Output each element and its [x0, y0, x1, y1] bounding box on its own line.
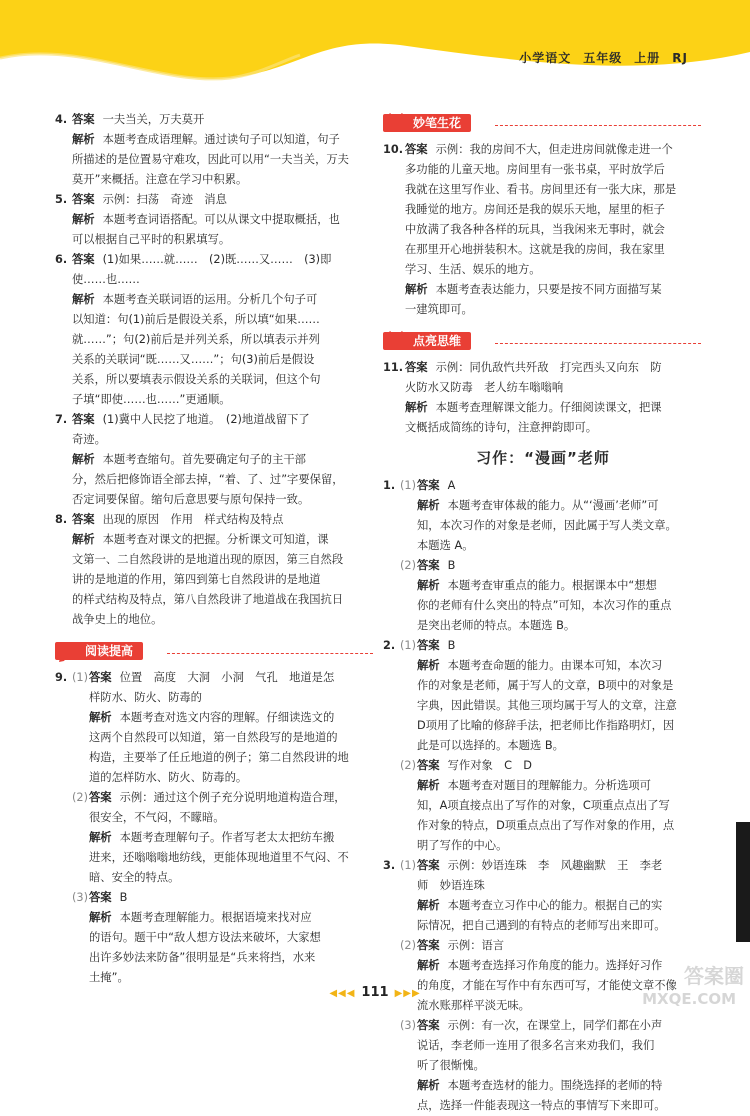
analysis-line: 关系的关联词“既……又……”；句(3)前后是假设 — [72, 353, 315, 366]
answer-tag: 答案 — [417, 479, 440, 492]
analysis-line: 本题考查理解课文能力。仔细阅读课文，把课 — [435, 401, 662, 414]
analysis-line: 的样式结构及特点，第八自然段讲了地道战在我国抗日 — [72, 593, 344, 606]
edge-tab — [736, 822, 750, 942]
book-info — [507, 49, 688, 66]
analysis-line: 是突出老师的特点。本题选 B。 — [417, 619, 576, 632]
analysis-line: 关系，所以要填表示假设关系的关联词，但这个句 — [72, 373, 321, 386]
sub-number: (2) — [400, 559, 417, 572]
analysis-line: 本题考查理解能力。根据语境来找对应 — [119, 911, 312, 924]
answer-text: 示例：有一次，在课堂上，同学们都在小声 — [447, 1019, 663, 1032]
answer-tag: 答案 — [89, 791, 112, 804]
question-number: 10. — [383, 143, 404, 156]
analysis-line: 本题考查审体裁的能力。从“‘漫画’老师”可 — [447, 499, 659, 512]
page-footer — [0, 985, 750, 1000]
analysis-line: 本题考查关联词语的运用。分析几个句子可 — [102, 293, 318, 306]
volume-label: 上册 — [634, 51, 661, 65]
analysis-tag: 解析 — [89, 831, 112, 844]
question-number: 9. — [55, 671, 68, 684]
analysis-line: 本题考查对课文的把握。分析课文可知道，课 — [102, 533, 329, 546]
answer-text: 示例：妙语连珠 李 风趣幽默 王 李老 — [447, 859, 663, 872]
header-band — [0, 0, 750, 95]
answer-tag: 答案 — [72, 193, 95, 206]
answer-text-cont: 我睡觉的地方。房间还是我的娱乐天地，屋里的柜子 — [405, 203, 665, 216]
analysis-line: 出许多妙法来防备”很明显是“兵来将挡，水来 — [89, 951, 316, 964]
answer-text-cont: 很安全，不气闷，不矇暗。 — [89, 811, 225, 824]
analysis-tag: 解析 — [72, 533, 95, 546]
sub-question-2 — [400, 756, 703, 856]
sub-question-2 — [400, 556, 703, 636]
analysis-line: 讲的是地道的作用，第四到第七自然段讲的是地道 — [72, 573, 321, 586]
analysis-line: 本题考查选择习作角度的能力。选择好习作 — [447, 959, 663, 972]
sub-question-1 — [400, 636, 703, 756]
analysis-line: 否定词要保留。缩句后意思要与原句保持一致。 — [72, 493, 310, 506]
sub-number: (1) — [400, 859, 417, 872]
answer-tag: 答案 — [405, 361, 428, 374]
analysis-line: 本题考查对题目的理解能力。分析选项可 — [447, 779, 651, 792]
answer-tag: 答案 — [72, 413, 95, 426]
analysis-line: 本题考查立习作中心的能力。根据自己的实 — [447, 899, 663, 912]
analysis-line: 明了写作的中心。 — [417, 839, 508, 852]
sub-number: (2) — [72, 791, 89, 804]
section-banner-writing — [383, 110, 703, 134]
banner-divider — [167, 653, 373, 654]
analysis-line: 流水账那样平淡无味。 — [417, 999, 530, 1012]
answer-text-cont: 使……也…… — [72, 273, 140, 286]
answer-text: 示例：我的房间不大，但走进房间就像走进一个 — [435, 143, 673, 156]
answer-text: A — [447, 479, 456, 492]
analysis-line: 字典，因此错误。其他三项均属于写人的文章，注意 — [417, 699, 677, 712]
answer-text: B — [119, 891, 128, 904]
analysis-line: 作的对象是老师，属于写人的文章，B项中的对象是 — [417, 679, 674, 692]
analysis-line: 点，选择一件能表现这一特点的事情写下来即可。 — [417, 1099, 666, 1112]
right-column — [383, 110, 703, 1116]
section-title: 阅读提高 — [55, 642, 143, 660]
analysis-tag: 解析 — [72, 213, 95, 226]
sub-number: (3) — [400, 1019, 417, 1032]
answer-text: 一夫当关，万夫莫开 — [102, 113, 205, 126]
question-number: 11. — [383, 361, 404, 374]
answer-text: (1)冀中人民挖了地道。 (2)地道战留下了 — [102, 413, 310, 426]
answer-text: 写作对象 C D — [447, 759, 532, 772]
analysis-line: 本题考查成语理解。通过读句子可以知道，句子 — [102, 133, 340, 146]
question-number: 6. — [55, 253, 68, 266]
analysis-tag: 解析 — [417, 499, 440, 512]
analysis-line: 文概括成简练的诗句，注意押韵即可。 — [405, 421, 598, 434]
analysis-line: 的语句。题干中“敌人想方设法来破坏，大家想 — [89, 931, 321, 944]
analysis-line: 文第一、二自然段讲的是地道出现的原因，第三自然段 — [72, 553, 344, 566]
analysis-tag: 解析 — [89, 911, 112, 924]
answer-tag: 答案 — [405, 143, 428, 156]
answer-text-cont: 听了很惭愧。 — [417, 1059, 485, 1072]
answer-text-cont: 师 妙语连珠 — [417, 879, 485, 892]
answer-text: 位置 高度 大洞 小洞 气孔 地道是怎 — [119, 671, 335, 684]
analysis-line: 作对象的特点，D项重点点出了写作对象的作用，点 — [417, 819, 675, 832]
essay-question-2 — [383, 636, 703, 856]
sub-number: (3) — [72, 891, 89, 904]
section-title: 点亮思维 — [383, 332, 471, 350]
grade-label: 五年级 — [583, 51, 623, 65]
sub-number: (2) — [400, 759, 417, 772]
question-11 — [383, 358, 703, 438]
analysis-line: 的角度，才能在写作中有东西可写，才能使文章不像 — [417, 979, 677, 992]
analysis-line: 所描述的是位置易守难攻，因此可以用“一夫当关，万夫 — [72, 153, 349, 166]
section-banner-reading — [55, 638, 375, 662]
answer-text: 示例：扫荡 奇迹 消息 — [102, 193, 227, 206]
analysis-line: 本题考查词语搭配。可以从课文中提取概括，也 — [102, 213, 340, 226]
answer-tag: 答案 — [72, 113, 95, 126]
analysis-line: 子填“即使……也……”更通顺。 — [72, 393, 231, 406]
answer-text-cont: 样防水、防火、防毒的 — [89, 691, 202, 704]
question-4 — [55, 110, 375, 190]
answer-tag: 答案 — [417, 559, 440, 572]
question-6 — [55, 250, 375, 410]
analysis-line: 本题选 A。 — [417, 539, 474, 552]
question-number: 8. — [55, 513, 68, 526]
analysis-tag: 解析 — [417, 1079, 440, 1092]
answer-text: (1)如果……就…… (2)既……又…… (3)即 — [102, 253, 332, 266]
question-5 — [55, 190, 375, 250]
question-8 — [55, 510, 375, 630]
answer-text-cont: 多功能的儿童天地。房间里有一张书桌，平时放学后 — [405, 163, 665, 176]
answer-text: B — [447, 559, 456, 572]
answer-tag: 答案 — [89, 671, 112, 684]
answer-text-cont: 中放满了我各种各样的玩具，当我闲来无事时，就会 — [405, 223, 665, 236]
analysis-tag: 解析 — [89, 711, 112, 724]
answer-tag: 答案 — [89, 891, 112, 904]
analysis-line: 一建筑即可。 — [405, 303, 473, 316]
analysis-tag: 解析 — [405, 283, 428, 296]
watermark-url: MXQE.COM — [642, 990, 736, 1008]
analysis-line: 构造，主要举了任丘地道的例子；第二自然段讲的地 — [89, 751, 349, 764]
analysis-line: 土掩”。 — [89, 971, 129, 984]
banner-divider — [495, 125, 701, 126]
answer-tag: 答案 — [417, 1019, 440, 1032]
arrows-left-icon: ◀◀◀ — [329, 988, 356, 999]
answer-text: 出现的原因 作用 样式结构及特点 — [102, 513, 284, 526]
analysis-tag: 解析 — [417, 899, 440, 912]
analysis-tag: 解析 — [72, 453, 95, 466]
answer-text-cont: 说话，李老师一连用了很多名言来劝我们，我们 — [417, 1039, 655, 1052]
watermark: 答案圈 — [684, 964, 744, 988]
left-column — [55, 110, 375, 988]
analysis-line: 本题考查理解句子。作者写老太太把纺车搬 — [119, 831, 335, 844]
question-number: 5. — [55, 193, 68, 206]
analysis-line: 分，然后把修饰语全部去掉，“着、了、过”字要保留， — [72, 473, 344, 486]
sub-question-1 — [72, 668, 375, 788]
question-number: 3. — [383, 859, 396, 872]
analysis-line: 本题考查选材的能力。围绕选择的老师的特 — [447, 1079, 663, 1092]
sub-question-2 — [72, 788, 375, 888]
essay-question-1 — [383, 476, 703, 636]
analysis-line: 本题考查表达能力，只要是按不同方面描写某 — [435, 283, 662, 296]
sub-question-3 — [400, 1016, 703, 1116]
analysis-line: 进来，还嗡嗡嗡地纺线，更能体现地道里不气闷、不 — [89, 851, 349, 864]
answer-text-cont: 火防水又防毒 老人纺车嗡嗡响 — [405, 381, 564, 394]
analysis-line: 以知道：句(1)前后是假设关系，所以填“如果…… — [72, 313, 320, 326]
sub-number: (2) — [400, 939, 417, 952]
question-number: 4. — [55, 113, 68, 126]
analysis-line: 道的怎样防水、防火、防毒的。 — [89, 771, 248, 784]
answer-text-cont: 在那里开心地拼装积木。这就是我的房间，我在家里 — [405, 243, 665, 256]
answer-tag: 答案 — [72, 253, 95, 266]
question-number: 7. — [55, 413, 68, 426]
answer-text: B — [447, 639, 456, 652]
analysis-line: 就……”；句(2)前后是并列关系，所以填表示并列 — [72, 333, 320, 346]
analysis-line: 暗、安全的特点。 — [89, 871, 180, 884]
sub-number: (1) — [400, 639, 417, 652]
analysis-line: D项用了比喻的修辞手法，把老师比作指路明灯，因 — [417, 719, 675, 732]
analysis-tag: 解析 — [72, 133, 95, 146]
analysis-line: 本题考查缩句。首先要确定句子的主干部 — [102, 453, 306, 466]
analysis-line: 可以根据自己平时的积累填写。 — [72, 233, 231, 246]
analysis-line: 本题考查命题的能力。由课本可知，本次习 — [447, 659, 663, 672]
question-number: 1. — [383, 479, 396, 492]
answer-tag: 答案 — [417, 759, 440, 772]
question-number: 2. — [383, 639, 396, 652]
analysis-tag: 解析 — [405, 401, 428, 414]
subject-label: 小学语文 — [519, 51, 572, 65]
analysis-tag: 解析 — [417, 659, 440, 672]
arrows-right-icon: ▶▶▶ — [394, 988, 421, 999]
answer-text: 示例：同仇敌忾共歼敌 打完西头又向东 防 — [435, 361, 662, 374]
answer-text: 示例：通过这个例子充分说明地道构造合理， — [119, 791, 346, 804]
question-7 — [55, 410, 375, 510]
answer-text: 示例：语言 — [447, 939, 505, 952]
question-9 — [55, 668, 375, 988]
edition-label: RJ — [672, 51, 688, 65]
analysis-line: 知，本次习作的对象是老师，因此属于写人类文章。 — [417, 519, 677, 532]
page-number: 111 — [361, 985, 389, 1000]
question-10 — [383, 140, 703, 320]
answer-text-cont: 学习、生活、娱乐的地方。 — [405, 263, 541, 276]
answer-text-cont: 奇迹。 — [72, 433, 106, 446]
analysis-line: 战争史上的地位。 — [72, 613, 163, 626]
analysis-line: 此是可以选择的。本题选 B。 — [417, 739, 564, 752]
analysis-line: 际情况，把自己遇到的有特点的老师写出来即可。 — [417, 919, 666, 932]
analysis-tag: 解析 — [417, 779, 440, 792]
analysis-line: 你的老师有什么突出的特点”可知，本次习作的重点 — [417, 599, 672, 612]
sub-number: (1) — [400, 479, 417, 492]
sub-number: (1) — [72, 671, 89, 684]
analysis-line: 知，A项直接点出了写作的对象，C项重点点出了写 — [417, 799, 670, 812]
analysis-tag: 解析 — [417, 959, 440, 972]
banner-divider — [495, 343, 701, 344]
sub-question-3 — [72, 888, 375, 988]
answer-text-cont: 我就在这里写作业、看书。房间里还有一张大床，那是 — [405, 183, 677, 196]
analysis-line: 本题考查审重点的能力。根据课本中“想想 — [447, 579, 657, 592]
section-title: 妙笔生花 — [383, 114, 471, 132]
analysis-line: 莫开”来概括。注意在学习中积累。 — [72, 173, 248, 186]
answer-tag: 答案 — [72, 513, 95, 526]
sub-question-1 — [400, 856, 703, 936]
answer-tag: 答案 — [417, 939, 440, 952]
sub-question-1 — [400, 476, 703, 556]
analysis-tag: 解析 — [72, 293, 95, 306]
analysis-line: 这两个自然段可以知道，第一自然段写的是地道的 — [89, 731, 338, 744]
essay-title: 习作：“漫画”老师 — [476, 449, 610, 467]
analysis-tag: 解析 — [417, 579, 440, 592]
section-banner-thinking — [383, 328, 703, 352]
answer-tag: 答案 — [417, 859, 440, 872]
answer-tag: 答案 — [417, 639, 440, 652]
analysis-line: 本题考查对选文内容的理解。仔细读选文的 — [119, 711, 335, 724]
